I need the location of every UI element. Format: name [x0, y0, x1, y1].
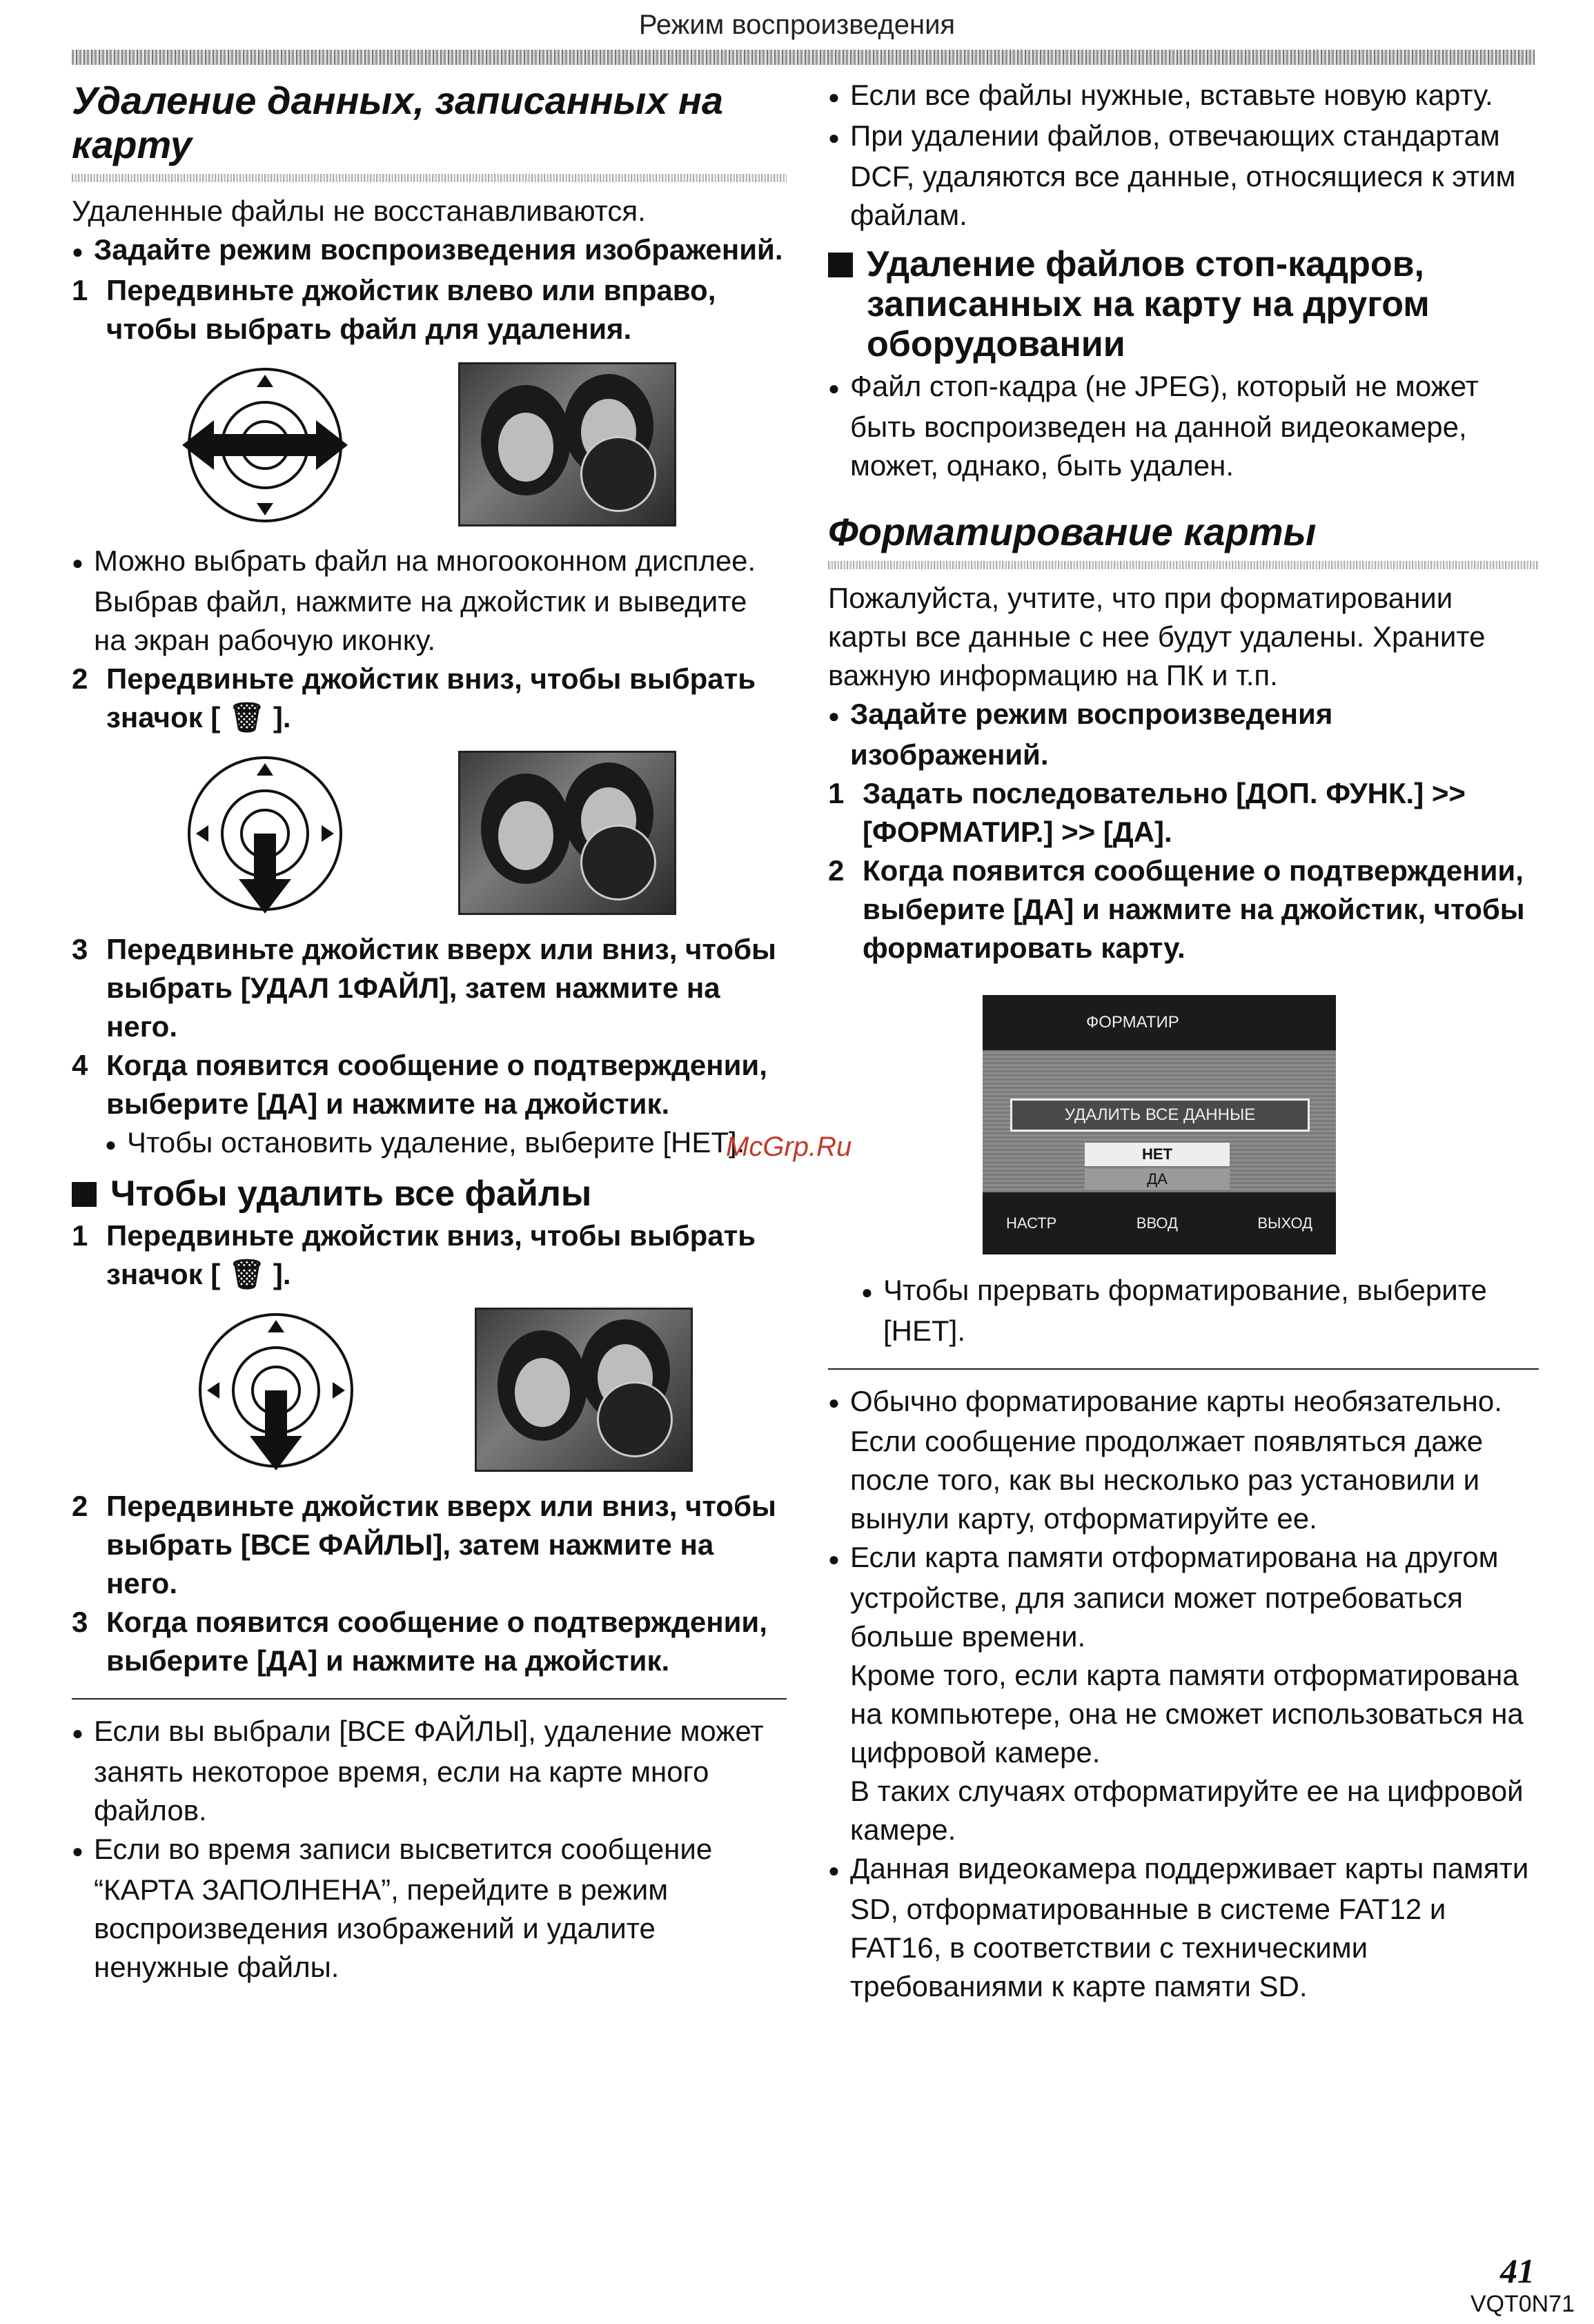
screen-title: ФОРМАТИР: [1086, 1012, 1179, 1032]
operation-icon: [597, 1381, 673, 1457]
bullet-set-mode: ● Задайте режим воспроизведения изображений.: [72, 230, 787, 271]
figure-joystick-down-2: [72, 1308, 787, 1473]
step-text: Когда появится сообщение о подтверждении, выберите [ДА] и нажмите на джойстик.: [106, 1605, 767, 1677]
step-text: Когда появится сообщение о подтверждении, выберите [ДА] и нажмите на джойстик, чтобы форматировать карту.: [863, 854, 1525, 964]
figure-joystick-down: [72, 751, 787, 916]
step-text: Передвиньте джойстик вниз, чтобы выбрать значок [ 🗑 ].: [106, 1219, 756, 1290]
note-multi-window: ● Можно выбрать файл на многооконном дисплее. Выбрав файл, нажмите на джойстик и выведите на экран рабочую иконку.: [72, 542, 787, 660]
running-header: Режим воспроизведения: [638, 10, 956, 40]
step-text: Передвиньте джойстик вверх или вниз, чтобы выбрать [ВСЕ ФАЙЛЫ], затем нажмите на него.: [106, 1489, 776, 1599]
divider: [828, 1368, 1539, 1370]
playback-photo: [475, 1308, 693, 1472]
bullet-set-mode: ● Задайте режим воспроизведения изображений.: [828, 695, 1539, 774]
step-4: [72, 1046, 787, 1123]
footnote-card-full: ● Если во время записи высветится сообщение “КАРТА ЗАПОЛНЕНА”, перейдите в режим воспроизведения изображений и удалите ненужные файлы.: [72, 1830, 787, 1987]
screen-footer: [983, 1192, 1336, 1254]
intro-text: Удаленные файлы не восстанавливаются.: [72, 195, 646, 227]
step-number: 2: [828, 854, 845, 887]
format-intro: Пожалуйста, учтите, что при форматировании карты все данные с нее будут удалены. Храните важную информацию на ПК и т.п.: [828, 581, 1486, 691]
note-new-card: ● Если все файлы нужные, вставьте новую карту.: [828, 76, 1539, 117]
page-code: VQT0N71: [1470, 2291, 1575, 2317]
step-number: 2: [72, 662, 88, 695]
figure-joystick-left-right: [72, 362, 787, 528]
format-screen: [983, 995, 1336, 1254]
page-number: 41: [1500, 2252, 1535, 2290]
step-number: 3: [72, 1605, 88, 1638]
step-number: 3: [72, 932, 88, 965]
step-3: [72, 930, 787, 1046]
note-cancel-format: ● Чтобы прервать форматирование, выберите [НЕТ].: [861, 1271, 1539, 1350]
footer-setup: НАСТР: [1006, 1214, 1057, 1232]
divider: [72, 1698, 787, 1700]
section-title-format: Форматирование карты: [828, 509, 1317, 553]
right-column: [828, 76, 1539, 2006]
all-step-3: [72, 1603, 787, 1680]
square-bullet-icon: [72, 1182, 97, 1207]
square-bullet-icon: [828, 253, 853, 277]
step-number: 4: [72, 1048, 88, 1081]
note-normal-format: ● Обычно форматирование карты необязательно. Если сообщение продолжает появляться даже после того, как вы несколько раз установили и вынули карту, отформатируйте ее.: [828, 1382, 1539, 1539]
step-1: [72, 271, 787, 348]
format-step-1: [828, 774, 1539, 851]
format-step-2: [828, 851, 1539, 967]
section-title-delete: Удаление данных, записанных на карту: [72, 79, 724, 166]
section-rule: [72, 174, 787, 182]
step-text: Когда появится сообщение о подтверждении, выберите [ДА] и нажмите на джойстик.: [106, 1048, 767, 1120]
step-text: Передвиньте джойстик вниз, чтобы выбрать значок [ 🗑 ].: [106, 662, 756, 733]
step-text: Передвиньте джойстик вверх или вниз, чтобы выбрать [УДАЛ 1ФАЙЛ], затем нажмите на него.: [106, 932, 776, 1043]
option-yes: ДА: [1085, 1169, 1230, 1190]
all-step-1: [72, 1217, 787, 1294]
screen-message: УДАЛИТЬ ВСЕ ДАННЫЕ: [1010, 1099, 1310, 1132]
section-rule: [828, 561, 1539, 569]
option-no: НЕТ: [1085, 1143, 1230, 1166]
footnote-all-files: ● Если вы выбрали [ВСЕ ФАЙЛЫ], удаление может занять некоторое время, если на карте много файлов.: [72, 1712, 787, 1830]
step-number: 1: [72, 273, 88, 306]
operation-icon: [580, 436, 656, 512]
header-rule: [72, 50, 1535, 65]
playback-photo: [458, 362, 676, 526]
note-pc: Кроме того, если карта памяти отформатирована на компьютере, она не сможет использоваться на цифровой камере.: [850, 1659, 1524, 1769]
left-column: [72, 76, 787, 1987]
watermark: McGrp.Ru: [726, 1132, 852, 1162]
note-dcf: ● При удалении файлов, отвечающих стандартам DCF, удаляются все данные, относящиеся к этим файлам.: [828, 117, 1539, 235]
note-sd-support: ● Данная видеокамера поддерживает карты памяти SD, отформатированные в системе FAT12 и FAT16, в соответствии с техническими требованиями к карте памяти SD.: [828, 1849, 1539, 2006]
footer-exit: ВЫХОД: [1257, 1214, 1312, 1232]
operation-icon: [580, 825, 656, 900]
step-2: [72, 660, 787, 737]
heading-other-equipment: Удаление файлов стоп-кадров, записанных на карту на другом оборудовании: [828, 244, 1539, 364]
note-in-camera: В таких случаях отформатируйте ее на цифровой камере.: [850, 1775, 1524, 1847]
joystick-down-icon: [182, 751, 348, 916]
footer-enter: ВВОД: [1136, 1214, 1178, 1232]
all-step-2: [72, 1487, 787, 1603]
joystick-left-right-icon: [182, 362, 348, 528]
step-number: 1: [828, 776, 845, 809]
step-text: Передвиньте джойстик влево или вправо, чтобы выбрать файл для удаления.: [106, 273, 716, 345]
step-number: 2: [72, 1489, 88, 1522]
note-other-device: ● Если карта памяти отформатирована на другом устройстве, для записи может потребоваться больше времени.: [828, 1538, 1539, 1656]
step-text: Задать последовательно [ДОП. ФУНК.] >> [ФОРМАТИР.] >> [ДА].: [863, 776, 1466, 848]
joystick-down-icon: [193, 1308, 359, 1473]
playback-photo: [458, 751, 676, 915]
note-other-equipment: ● Файл стоп-кадра (не JPEG), который не может быть воспроизведен на данной видеокамере, может, однако, быть удален.: [828, 367, 1539, 485]
note-stop-delete: ● Чтобы остановить удаление, выберите [НЕТ].: [105, 1123, 787, 1164]
heading-delete-all: Чтобы удалить все файлы: [72, 1174, 787, 1214]
step-number: 1: [72, 1219, 88, 1252]
